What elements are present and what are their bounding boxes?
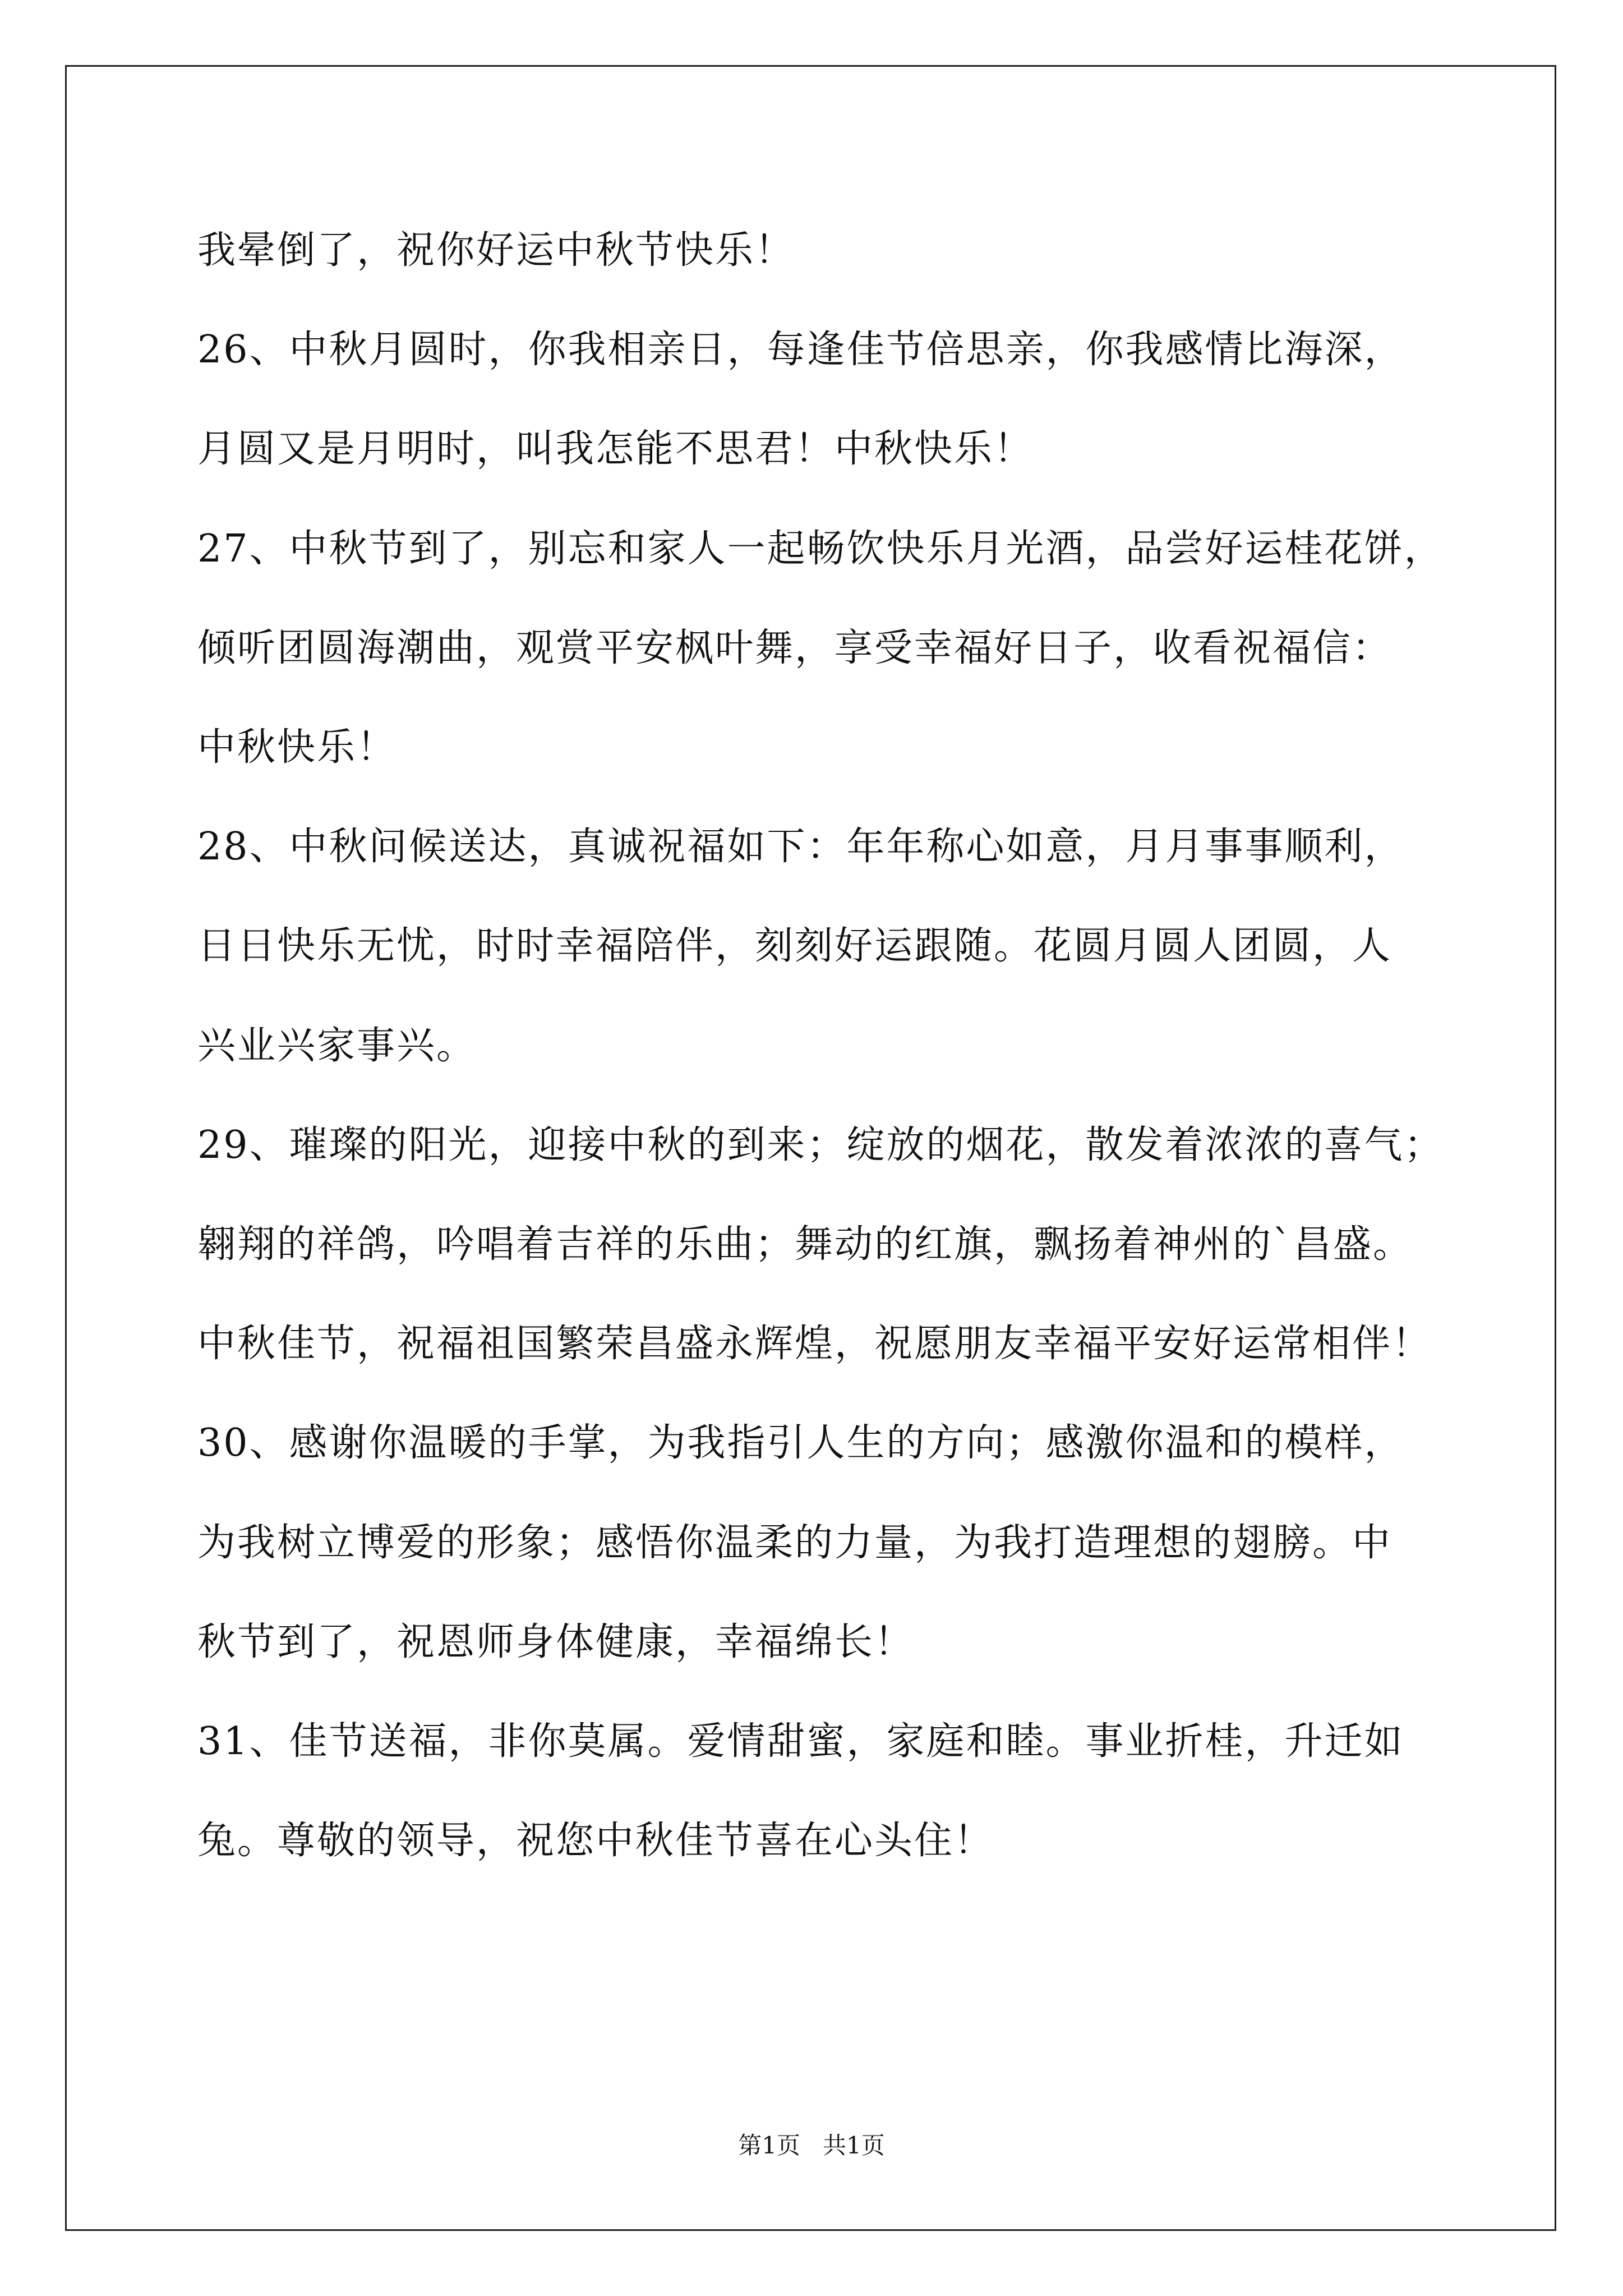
text-line: 29、璀璨的阳光，迎接中秋的到来；绽放的烟花，散发着浓浓的喜气； (197, 1123, 1444, 1167)
text-line: 兔。尊敬的领导，祝您中秋佳节喜在心头住！ (197, 1819, 994, 1863)
text-line: 中秋快乐！ (197, 725, 397, 770)
text-line: 30、感谢你温暖的手掌，为我指引人生的方向；感激你温和的模样， (197, 1421, 1404, 1465)
text-line: 中秋佳节，祝福祖国繁荣昌盛永辉煌，祝愿朋友幸福平安好运常相伴！ (197, 1322, 1432, 1366)
text-line: 秋节到了，祝恩师身体健康，幸福绵长！ (197, 1620, 915, 1664)
text-line: 27、中秋节到了，别忘和家人一起畅饮快乐月光酒，品尝好运桂花饼， (197, 527, 1444, 571)
text-line: 月圆又是月明时，叫我怎能不思君！中秋快乐！ (197, 427, 1034, 471)
text-line: 翱翔的祥鸽，吟唱着吉祥的乐曲；舞动的红旗，飘扬着神州的`昌盛。 (197, 1222, 1413, 1267)
text-line: 我晕倒了，祝你好运中秋节快乐！ (197, 228, 795, 273)
text-line: 日日快乐无忧，时时幸福陪伴，刻刻好运跟随。花圆月圆人团圆，人 (197, 924, 1393, 968)
text-line: 倾听团圆海潮曲，观赏平安枫叶舞，享受幸福好日子，收看祝福信： (197, 626, 1393, 670)
text-line: 为我树立博爱的形象；感悟你温柔的力量，为我打造理想的翅膀。中 (197, 1521, 1393, 1565)
text-line: 兴业兴家事兴。 (197, 1024, 477, 1068)
text-line: 28、中秋问候送达，真诚祝福如下：年年称心如意，月月事事顺利， (197, 825, 1404, 869)
page-number-footer: 第1页 共1页 (738, 2132, 885, 2159)
text-line: 26、中秋月圆时，你我相亲日，每逢佳节倍思亲，你我感情比海深， (197, 328, 1404, 372)
text-line: 31、佳节送福，非你莫属。爱情甜蜜，家庭和睦。事业折桂，升迁如 (197, 1719, 1404, 1764)
